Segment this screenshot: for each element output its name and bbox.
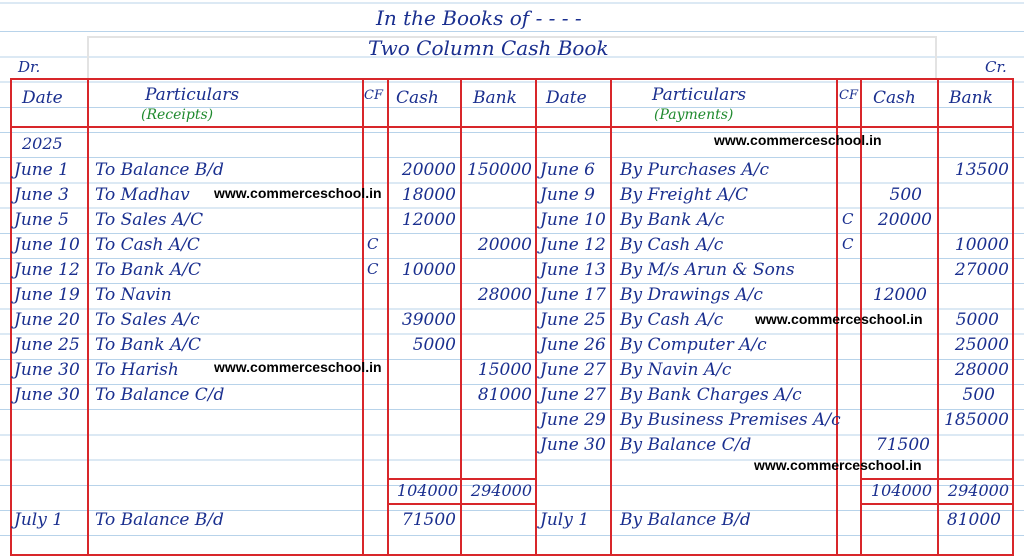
cr-row-date: June 12 (540, 235, 606, 255)
dr-total-cash: 104000 (396, 481, 458, 500)
cr-row-bank: 13500 (954, 160, 1009, 180)
dr-row-particulars: To Balance B/d (95, 160, 224, 180)
dr-row-particulars: To Sales A/C (95, 210, 204, 230)
cr-row-cash: 500 (889, 185, 922, 205)
cr-row-particulars: By Business Premises A/c (620, 410, 841, 430)
cr-row-particulars: By Purchases A/c (620, 160, 770, 180)
dr-row-cash: 39000 (401, 310, 456, 330)
cr-row-date: June 26 (540, 335, 606, 355)
watermark-text: www.commerceschool.in (214, 185, 382, 201)
col-rule-dr-date (87, 78, 89, 556)
dr-total-bottom-rule (387, 503, 535, 505)
book-owner-title: In the Books of - - - - (376, 6, 582, 30)
credit-label: Cr. (985, 58, 1007, 76)
cr-row-particulars: By Computer A/c (620, 335, 767, 355)
cr-row-date: June 17 (540, 285, 606, 305)
dr-row-bank: 15000 (477, 360, 532, 380)
dr-row-date: June 5 (14, 210, 69, 230)
dr-row-particulars: To Cash A/C (95, 235, 200, 255)
dr-row-date: June 30 (14, 385, 80, 405)
dr-opening-cash: 71500 (401, 510, 456, 530)
cr-row-particulars: By Bank Charges A/c (620, 385, 802, 405)
watermark-text: www.commerceschool.in (714, 132, 882, 148)
cr-row-bank: 10000 (954, 235, 1009, 255)
cr-total-bottom-rule (860, 503, 1014, 505)
cr-row-particulars: By Bank A/c (620, 210, 725, 230)
cr-total-top-rule (860, 478, 1014, 480)
dr-row-date: June 10 (14, 235, 80, 255)
cr-opening-bank: 81000 (946, 510, 1001, 530)
cr-particulars-header: Particulars (652, 85, 747, 105)
dr-row-cash: 18000 (401, 185, 456, 205)
dr-cf-header: CF (364, 88, 383, 103)
cr-row-particulars: By Navin A/c (620, 360, 732, 380)
cr-row-particulars: By Drawings A/c (620, 285, 763, 305)
cr-row-date: June 27 (540, 360, 606, 380)
receipts-subheader: (Receipts) (141, 107, 214, 123)
dr-row-particulars: To Bank A/C (95, 260, 201, 280)
dr-total-bank: 294000 (470, 481, 532, 500)
cr-row-cash: 71500 (875, 435, 930, 455)
cr-date-header: Date (546, 88, 587, 108)
watermark-text: www.commerceschool.in (214, 359, 382, 375)
cr-row-bank: 28000 (954, 360, 1009, 380)
dr-row-date: June 20 (14, 310, 80, 330)
cr-cf-header: CF (839, 88, 858, 103)
dr-row-cf: C (367, 235, 379, 253)
cr-row-date: June 10 (540, 210, 606, 230)
dr-row-date: June 30 (14, 360, 80, 380)
cr-row-cf: C (842, 235, 854, 253)
header-row-rule (10, 126, 1014, 128)
dr-row-date: June 12 (14, 260, 80, 280)
dr-row-date: June 19 (14, 285, 80, 305)
dr-bank-header: Bank (473, 88, 517, 108)
dr-opening-particulars: To Balance B/d (95, 510, 224, 530)
payments-subheader: (Payments) (654, 107, 734, 123)
watermark-text: www.commerceschool.in (755, 311, 923, 327)
watermark-text: www.commerceschool.in (754, 457, 922, 473)
cr-total-cash: 104000 (870, 481, 932, 500)
cr-row-date: June 27 (540, 385, 606, 405)
dr-date-header: Date (22, 88, 63, 108)
cr-row-bank: 500 (962, 385, 995, 405)
cr-row-particulars: By Cash A/c (620, 235, 724, 255)
dr-row-particulars: To Harish (95, 360, 179, 380)
dr-row-cash: 10000 (401, 260, 456, 280)
cr-row-cf: C (842, 210, 854, 228)
cr-row-particulars: By Balance C/d (620, 435, 752, 455)
dr-row-particulars: To Madhav (95, 185, 190, 205)
cr-row-bank: 27000 (954, 260, 1009, 280)
dr-row-cf: C (367, 260, 379, 278)
year-label: 2025 (22, 134, 63, 153)
cr-row-particulars: By Freight A/C (620, 185, 748, 205)
col-rule-dr-bank (535, 78, 537, 556)
dr-particulars-header: Particulars (145, 85, 240, 105)
cr-opening-date: July 1 (540, 510, 590, 530)
cr-row-date: June 29 (540, 410, 606, 430)
cr-total-bank: 294000 (947, 481, 1009, 500)
cr-row-date: June 30 (540, 435, 606, 455)
cr-row-cash: 12000 (872, 285, 927, 305)
dr-row-bank: 81000 (477, 385, 532, 405)
dr-row-date: June 1 (14, 160, 69, 180)
cr-opening-particulars: By Balance B/d (620, 510, 751, 530)
book-type-title: Two Column Cash Book (368, 36, 609, 60)
cr-row-bank: 5000 (955, 310, 999, 330)
col-rule-dr-particulars (362, 78, 364, 556)
dr-row-date: June 3 (14, 185, 69, 205)
dr-row-particulars: To Bank A/C (95, 335, 201, 355)
col-rule-cr-date (610, 78, 612, 556)
debit-label: Dr. (18, 58, 41, 76)
cr-row-date: June 25 (540, 310, 606, 330)
dr-total-top-rule (387, 478, 535, 480)
dr-row-bank: 28000 (477, 285, 532, 305)
dr-row-particulars: To Sales A/c (95, 310, 200, 330)
dr-row-date: June 25 (14, 335, 80, 355)
cr-bank-header: Bank (949, 88, 993, 108)
dr-row-cash: 20000 (401, 160, 456, 180)
dr-row-cash: 12000 (401, 210, 456, 230)
dr-cash-header: Cash (396, 88, 439, 108)
dr-opening-date: July 1 (14, 510, 64, 530)
dr-row-bank: 150000 (467, 160, 532, 180)
dr-row-particulars: To Balance C/d (95, 385, 225, 405)
dr-row-bank: 20000 (477, 235, 532, 255)
cr-row-cash: 20000 (877, 210, 932, 230)
dr-row-particulars: To Navin (95, 285, 172, 305)
dr-row-cash: 5000 (412, 335, 456, 355)
cr-row-date: June 6 (540, 160, 595, 180)
cr-row-particulars: By Cash A/c (620, 310, 724, 330)
cr-cash-header: Cash (873, 88, 916, 108)
cr-row-bank: 25000 (954, 335, 1009, 355)
cr-row-date: June 13 (540, 260, 606, 280)
cr-row-particulars: By M/s Arun & Sons (620, 260, 795, 280)
cr-row-date: June 9 (540, 185, 595, 205)
cr-row-bank: 185000 (944, 410, 1009, 430)
